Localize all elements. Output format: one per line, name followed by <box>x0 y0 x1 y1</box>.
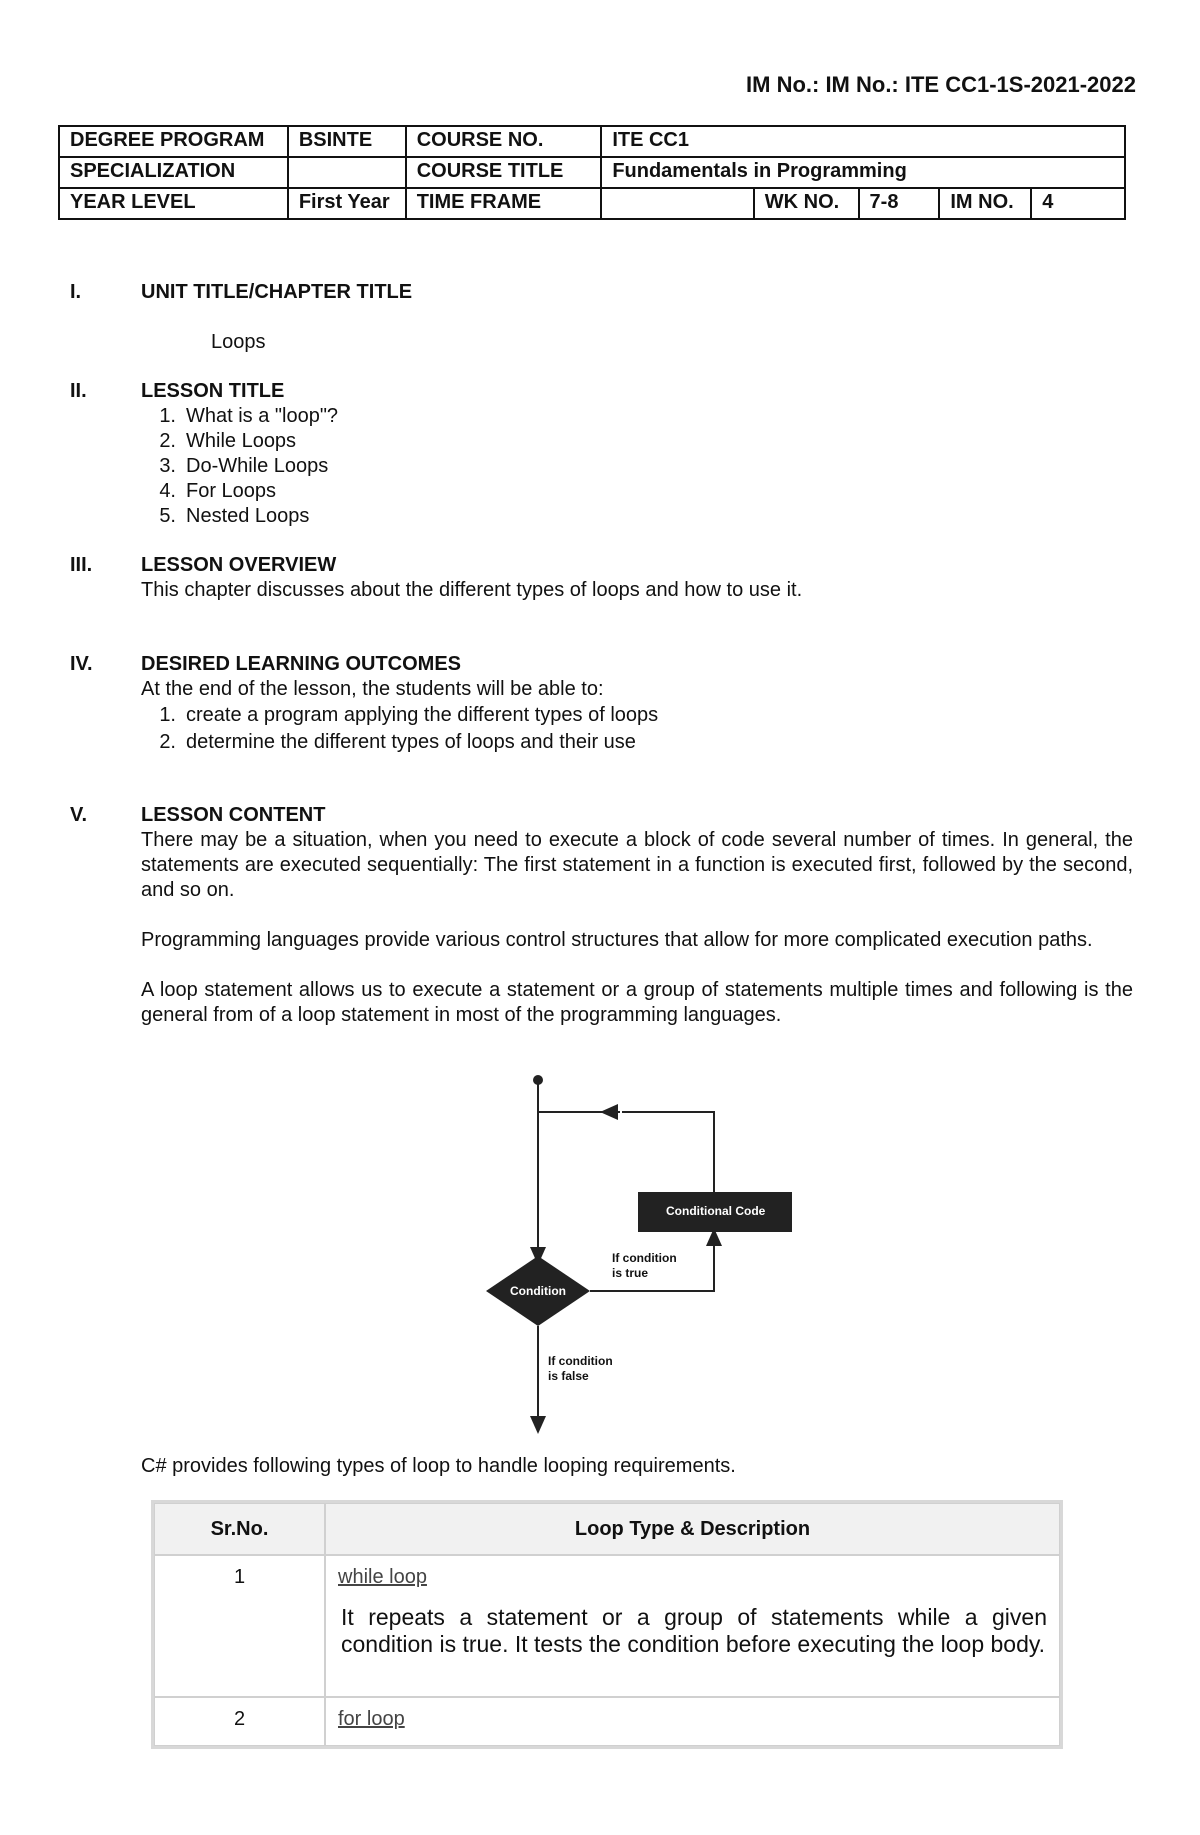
col-loop-type: Loop Type & Description <box>325 1503 1060 1555</box>
section-heading: LESSON CONTENT <box>141 804 326 826</box>
course-title-value: Fundamentals in Programming <box>601 157 1125 188</box>
while-loop-link[interactable]: while loop <box>338 1566 427 1588</box>
list-item-text: determine the different types of loops and their use <box>186 731 636 753</box>
list-item-text: Do-While Loops <box>186 455 329 477</box>
overview-text: This chapter discusses about the different types of loops and how to use it. <box>141 579 803 601</box>
content-paragraph-1: There may be a situation, when you need to execute a block of code several number of times. In general, the statements are executed sequentially: The first statement in a function is executed first, followed by the second, and so on. <box>141 829 1133 901</box>
table-row <box>154 1555 1060 1697</box>
section-number: V. <box>70 804 88 826</box>
row-number: 2 <box>154 1697 325 1746</box>
while-loop-description: It repeats a statement or a group of statements while a given condition is true. It tests the condition before executing the loop body. <box>341 1604 1047 1657</box>
im-no-label: IM NO. <box>939 188 1031 219</box>
course-info-table <box>58 125 1126 220</box>
list-item <box>141 454 1133 479</box>
unit-title-value: Loops <box>211 331 266 353</box>
false-branch-label <box>548 1354 613 1384</box>
section-heading: UNIT TITLE/CHAPTER TITLE <box>141 281 413 303</box>
for-loop-link[interactable]: for loop <box>338 1708 405 1730</box>
wk-no-label: WK NO. <box>754 188 859 219</box>
true-label-line-2: is true <box>612 1266 649 1280</box>
loop-back-line <box>622 1112 714 1192</box>
im-no-value: 4 <box>1031 188 1125 219</box>
table-header-row <box>154 1503 1060 1555</box>
list-item-number: 1. <box>159 405 176 427</box>
list-item-text: create a program applying the different types of loops <box>186 704 659 726</box>
conditional-code-label: Conditional Code <box>666 1204 766 1218</box>
list-item-text: For Loops <box>186 480 277 502</box>
loop-types-table <box>151 1500 1063 1749</box>
time-frame-label: TIME FRAME <box>406 188 602 219</box>
section-heading: LESSON TITLE <box>141 380 285 402</box>
row-number: 1 <box>154 1555 325 1697</box>
list-item <box>141 479 1133 504</box>
im-number-header: IM No.: IM No.: ITE CC1-1S-2021-2022 <box>746 72 1136 97</box>
list-item-number: 1. <box>159 704 176 726</box>
outcomes-list <box>141 702 1133 756</box>
degree-program-label: DEGREE PROGRAM <box>59 126 288 157</box>
course-no-label: COURSE NO. <box>406 126 602 157</box>
loop-types-intro: C# provides following types of loop to handle looping requirements. <box>141 1455 736 1477</box>
year-level-value: First Year <box>288 188 406 219</box>
section-number: IV. <box>70 653 93 675</box>
table-row <box>154 1697 1060 1746</box>
section-heading: LESSON OVERVIEW <box>141 554 337 576</box>
true-label-line-1: If condition <box>612 1251 677 1265</box>
list-item-number: 5. <box>159 505 176 527</box>
list-item-number: 3. <box>159 455 176 477</box>
list-item-text: While Loops <box>186 430 297 452</box>
list-item <box>141 504 1133 529</box>
true-branch-label <box>612 1251 677 1281</box>
loop-flowchart <box>470 1066 810 1446</box>
condition-label: Condition <box>510 1284 566 1298</box>
col-sr-no: Sr.No. <box>154 1503 325 1555</box>
section-heading: DESIRED LEARNING OUTCOMES <box>141 653 462 675</box>
specialization-label: SPECIALIZATION <box>59 157 288 188</box>
course-no-value: ITE CC1 <box>601 126 1125 157</box>
degree-program-value: BSINTE <box>288 126 406 157</box>
time-frame-value <box>601 188 753 219</box>
list-item-number: 2. <box>159 430 176 452</box>
list-item-number: 4. <box>159 480 176 502</box>
list-item <box>141 729 1133 756</box>
lesson-title-list <box>141 404 1133 529</box>
list-item <box>141 429 1133 454</box>
specialization-value <box>288 157 406 188</box>
outcomes-intro: At the end of the lesson, the students will be able to: <box>141 678 604 700</box>
false-label-line-1: If condition <box>548 1354 613 1368</box>
content-paragraph-3: A loop statement allows us to execute a statement or a group of statements multiple times and following is the general from of a loop statement in most of the programming languages. <box>141 979 1133 1026</box>
list-item-text: Nested Loops <box>186 505 310 527</box>
wk-no-value: 7-8 <box>859 188 940 219</box>
course-title-label: COURSE TITLE <box>406 157 602 188</box>
list-item <box>141 404 1133 429</box>
section-number: III. <box>70 554 93 576</box>
content-paragraph-2: Programming languages provide various control structures that allow for more complicated execution paths. <box>141 929 1093 951</box>
year-level-label: YEAR LEVEL <box>59 188 288 219</box>
list-item-text: What is a "loop"? <box>186 405 339 427</box>
false-label-line-2: is false <box>548 1369 589 1383</box>
section-number: II. <box>70 380 87 402</box>
section-number: I. <box>70 281 82 303</box>
list-item <box>141 702 1133 729</box>
list-item-number: 2. <box>159 731 176 753</box>
